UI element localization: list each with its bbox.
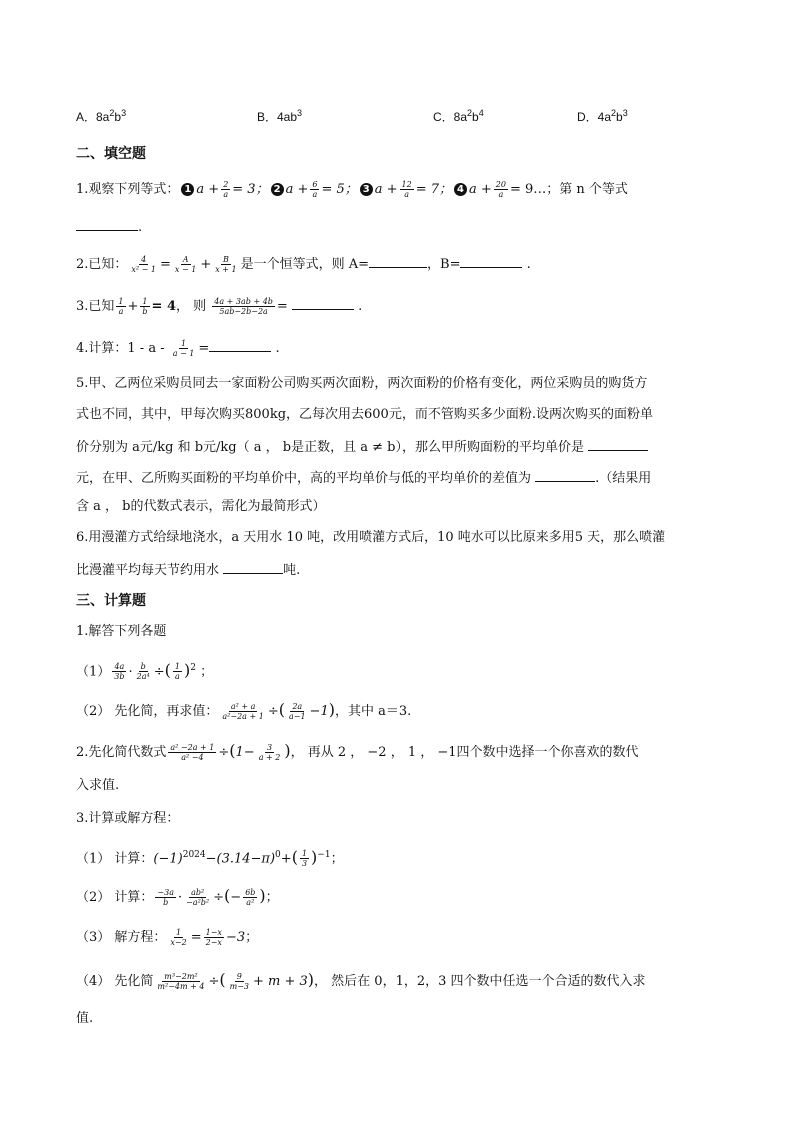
question-5-line-4: 元，在甲、乙所购买面粉的平均单价中，高的平均单价与低的平均单价的差值为 .（结果用	[76, 467, 724, 489]
calc-2-line-2: 入求值.	[76, 778, 120, 793]
question-5-line-1: 5.甲、乙两位采购员同去一家面粉公司购买两次面粉，两次面粉的价格有变化，两位采购员的购货方	[76, 376, 648, 391]
answer-blank[interactable]	[535, 467, 595, 482]
circle-number-icon: 3	[360, 183, 373, 196]
section-heading-calculation: 三、计算题	[76, 593, 146, 609]
choice-a[interactable]: A．$8a^2b^3$	[76, 108, 127, 124]
section-heading-fill-in: 二、填空题	[76, 146, 146, 162]
question-1-answer-line: .	[76, 216, 724, 238]
choice-d[interactable]: D．$4a^2b^3$	[577, 108, 628, 124]
question-1: 1.观察下列等式： 1 a + $\frac{2}{a}$ = 3； 2 a + $\frac{6}{a}$ = 5； 3 a + $\frac{12}{a}$ = 7； 4 a + $\frac{20}{a}$ = 9…；第 n 个等式	[76, 180, 628, 199]
question-5-line-5: 含 a ， b的代数式表示，需化为最简形式）	[76, 499, 326, 514]
calc-2: 2.先化简代数式 $\frac{\text{a² −2a + 1}}{\text{a² −4}}$ ÷(1− $\frac{3}{a + 2}$ )， 再从 2 ， −2 ， 1 ， −1四个数中选择一个你喜欢的数代	[76, 741, 639, 762]
answer-blank[interactable]	[76, 216, 138, 231]
circle-number-icon: 2	[271, 183, 284, 196]
circle-number-icon: 4	[454, 183, 467, 196]
calc-3-title: 3.计算或解方程：	[76, 811, 180, 826]
calc-3-part-1: （1） 计算：$(-1)^{2024}-(3.14-\pi)^0+$( $\frac{1}{3}$ )$^{-1}$；	[76, 847, 344, 869]
choice-c[interactable]: C．$8a^2b^4$	[433, 108, 484, 124]
question-6-line-2: 比漫灌平均每天节约用水 吨.	[76, 559, 724, 581]
answer-blank[interactable]	[223, 559, 283, 574]
calc-1-part-2: （2） 先化简，再求值： $\frac{\text{a² + a}}{\text{a²−2a + 1}}$ ÷( $\frac{2a}{a-1}$ −1)，其中 a＝3.	[76, 700, 412, 721]
calc-3-part-3: （3） 解方程： $\frac{1}{x-2}$ = $\frac{1-x}{2-x}$ −3；	[76, 928, 259, 947]
question-5-line-3: 价分别为 a元/kg 和 b元/kg（ a ， b是正数，且 a ≠ b），那么甲所购面粉的平均单价是	[76, 436, 724, 458]
question-4: 4.计算：1 - a - $\frac{1}{a - 1}$ = .	[76, 339, 280, 358]
circle-number-icon: 1	[181, 183, 194, 196]
question-5-line-2: 式也不同，其中，甲每次购买800kg，乙每次用去600元，而不管购买多少面粉.设两次购买的面粉单	[76, 407, 653, 422]
answer-blank[interactable]	[292, 295, 354, 310]
calc-3-part-2: （2） 计算： $\frac{-3a}{b}$ · $\frac{\text{ab²}}{\text{−a²b²}}$ ÷(− $\frac{6b}{\text{a²}}$ )；	[76, 886, 279, 907]
answer-blank-a[interactable]	[369, 253, 427, 268]
calc-3-part-4: （4） 先化简 $\frac{\text{m³−2m²}}{\text{m²−4m + 4}}$ ÷( $\frac{9}{m-3}$ + m + 3)， 然后在 0，1，2，3 四个数中任选一个合适的数代入求	[76, 970, 646, 991]
question-2: 2.已知： $\frac{4}{\text{x² − 1}}$ = $\frac{A}{x - 1}$ + $\frac{B}{x + 1}$ 是一个恒等式，则 A= ，B= .	[76, 255, 531, 274]
question-6-line-1: 6.用漫灌方式给绿地浇水，a 天用水 10 吨，改用喷灌方式后，10 吨水可以比原来多用5 天，那么喷灌	[76, 530, 666, 545]
calc-3-part-4-line-2: 值.	[76, 1011, 94, 1026]
calc-1-title: 1.解答下列各题	[76, 624, 167, 639]
question-3: 3.已知 $\frac{1}{a}$ + $\frac{1}{b}$ = 4， 则 $\frac{4a + 3ab + 4b}{5ab-2b-2a}$ = .	[76, 297, 363, 316]
choice-b[interactable]: B．$4ab^3$	[257, 108, 303, 124]
answer-blank-b[interactable]	[460, 253, 522, 268]
answer-blank[interactable]	[588, 436, 648, 451]
answer-blank[interactable]	[209, 337, 271, 352]
calc-1-part-1: （1） $\frac{4a}{3b}$ · $\frac{b}{\text{2a⁴}}$ ÷( $\frac{1}{a}$ )$^2$ ；	[76, 660, 214, 682]
